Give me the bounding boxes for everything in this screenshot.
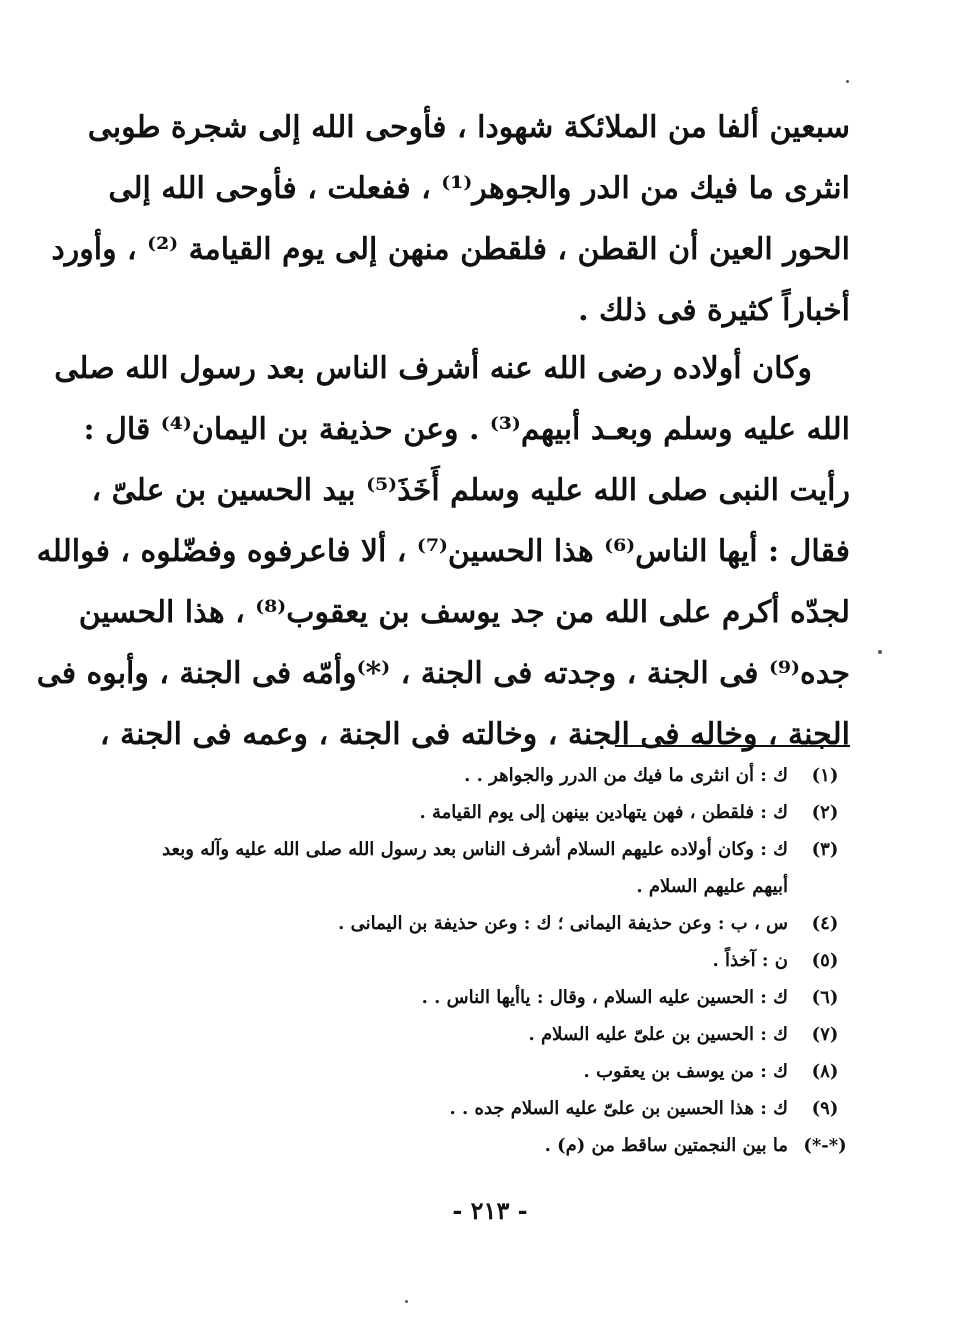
footnote-separator (615, 745, 850, 747)
footnote-number: (٥) (811, 950, 839, 971)
footnote-number: (١) (811, 765, 839, 786)
footnote-item (150, 757, 850, 794)
footnote-text: ما بين النجمتين ساقط من (م) . (544, 1135, 788, 1156)
text-line: سبعين ألفا من الملائكة شهودا ، فأوحى الله إلى شجرة طوبى (87, 110, 850, 145)
footnote-text: ك : الحسين عليه السلام ، وقال : ياأيها الناس . . (421, 987, 788, 1008)
text-line: لجدّه أكرم على الله من جد يوسف بن يعقوب⁽⁸⁾ ، هذا الحسين (78, 595, 850, 630)
footnote-item (150, 794, 850, 831)
footnote-number: (٨) (811, 1061, 839, 1082)
footnote-item (150, 1016, 850, 1053)
footnote-number: (٦) (811, 987, 839, 1008)
footnote-number: (٧) (811, 1024, 839, 1045)
footnote-text: ن : آخذاً . (712, 950, 788, 971)
paragraph-2 (36, 338, 850, 765)
page-number: - ٢١٣ - (452, 1196, 528, 1225)
scan-speck (846, 80, 849, 83)
footnote-number: (٣) (811, 839, 839, 860)
text-line: الله عليه وسلم وبعـد أبيهم⁽³⁾ . وعن حذيفة بن اليمان⁽⁴⁾ قال : (83, 412, 850, 447)
text-line: فقال : أيها الناس⁽⁶⁾ هذا الحسين⁽⁷⁾ ، ألا فاعرفوه وفضّلوه ، فوالله (36, 534, 850, 569)
footnotes (150, 757, 850, 1164)
footnote-text: ك : من يوسف بن يعقوب . (583, 1061, 788, 1082)
footnote-item (150, 979, 850, 1016)
scan-speck (878, 650, 882, 654)
text-line: الجنة ، وخاله فى الجنة ، وخالته فى الجنة ، وعمه فى الجنة ، (99, 717, 850, 752)
footnote-text: ك : أن انثرى ما فيك من الدرر والجواهر . . (464, 765, 788, 786)
footnote-item (150, 831, 850, 905)
footnote-text: ك : فلقطن ، فهن يتهادين بينهن إلى يوم القيامة . (419, 802, 788, 823)
text-line: الحور العين أن القطن ، فلقطن منهن إلى يوم القيامة ⁽²⁾ ، وأورد (51, 232, 850, 267)
paragraph-1 (51, 97, 850, 341)
text-line: أخباراً كثيرة فى ذلك . (578, 293, 850, 328)
footnote-number: (٩) (811, 1098, 839, 1119)
text-line: جده⁽⁹⁾ فى الجنة ، وجدته فى الجنة ، ⁽*⁾وأمّه فى الجنة ، وأبوه فى (36, 656, 850, 691)
footnote-text: س ، ب : وعن حذيفة اليمانى ؛ ك : وعن حذيفة بن اليمانى . (338, 913, 788, 934)
scan-speck (405, 1300, 408, 1303)
footnote-number: (*-*) (803, 1135, 847, 1156)
footnote-text: ك : وكان أولاده عليهم السلام أشرف الناس بعد رسول الله صلى الله عليه وآله وبعد أبيهم عليهم السلام . (162, 839, 788, 897)
footnote-number: (٤) (811, 913, 839, 934)
footnote-number: (٢) (811, 802, 839, 823)
text-line: رأيت النبى صلى الله عليه وسلم أَخَذَ⁽⁵⁾ بيد الحسين بن علىّ ، (91, 473, 850, 508)
footnote-item (150, 1053, 850, 1090)
footnote-item (150, 1090, 850, 1127)
footnote-item (150, 942, 850, 979)
footnote-text: ك : هذا الحسين بن علىّ عليه السلام جده . . (449, 1098, 788, 1119)
footnote-text: ك : الحسين بن علىّ عليه السلام . (528, 1024, 788, 1045)
footnote-item (150, 905, 850, 942)
text-line: وكان أولاده رضى الله عنه أشرف الناس بعد رسول الله صلى (54, 351, 812, 386)
text-line: انثرى ما فيك من الدر والجوهر⁽¹⁾ ، ففعلت ، فأوحى الله إلى (108, 171, 850, 206)
footnote-item (150, 1127, 850, 1164)
